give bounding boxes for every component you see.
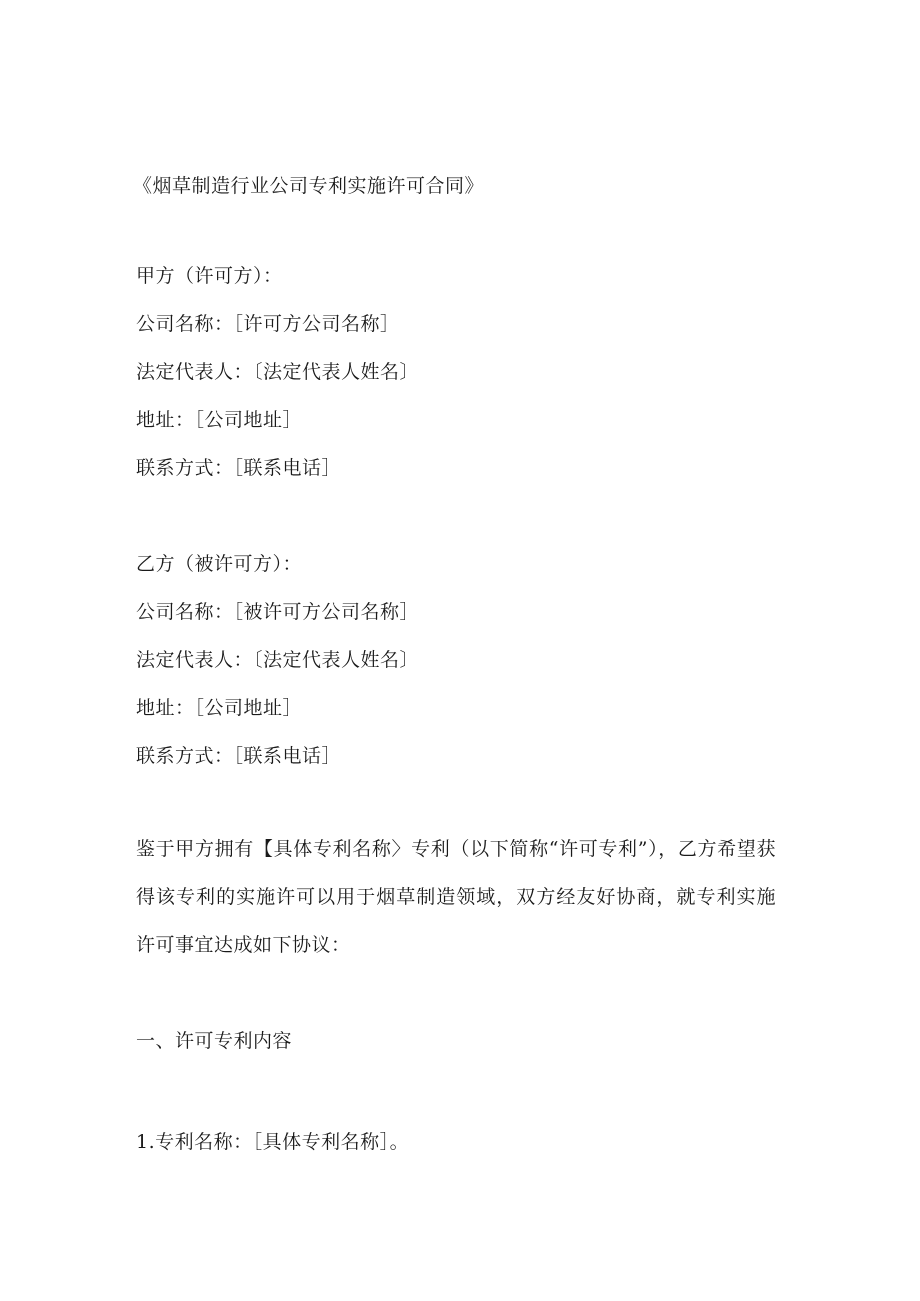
party-a-heading: 甲方（许可方）：	[136, 265, 283, 287]
document-title: 《烟草制造行业公司专利实施许可合同》	[133, 175, 485, 197]
party-b-company: 公司名称：［被许可方公司名称］	[136, 601, 420, 623]
section-1-item-1: 1.专利名称：［具体专利名称］。	[136, 1131, 410, 1153]
party-b-heading: 乙方（被许可方）：	[136, 553, 303, 575]
section-1-heading: 一、许可专利内容	[136, 1030, 293, 1052]
preamble-paragraph: 鉴于甲方拥有【具体专利名称〉专利（以下简称“许可专利”），乙方希望获得该专利的实施许可以用于烟草制造领域，双方经友好协商，就专利实施许可事宜达成如下协议：	[136, 838, 776, 956]
party-b-address: 地址：［公司地址］	[136, 697, 303, 719]
party-b-contact: 联系方式：［联系电话］	[136, 745, 342, 767]
party-a-representative: 法定代表人：〔法定代表人姓名〕	[136, 361, 420, 383]
party-b-representative: 法定代表人：〔法定代表人姓名〕	[136, 649, 420, 671]
party-a-company: 公司名称：［许可方公司名称］	[136, 313, 400, 335]
party-a-contact: 联系方式：［联系电话］	[136, 457, 342, 479]
party-a-address: 地址：［公司地址］	[136, 409, 303, 431]
